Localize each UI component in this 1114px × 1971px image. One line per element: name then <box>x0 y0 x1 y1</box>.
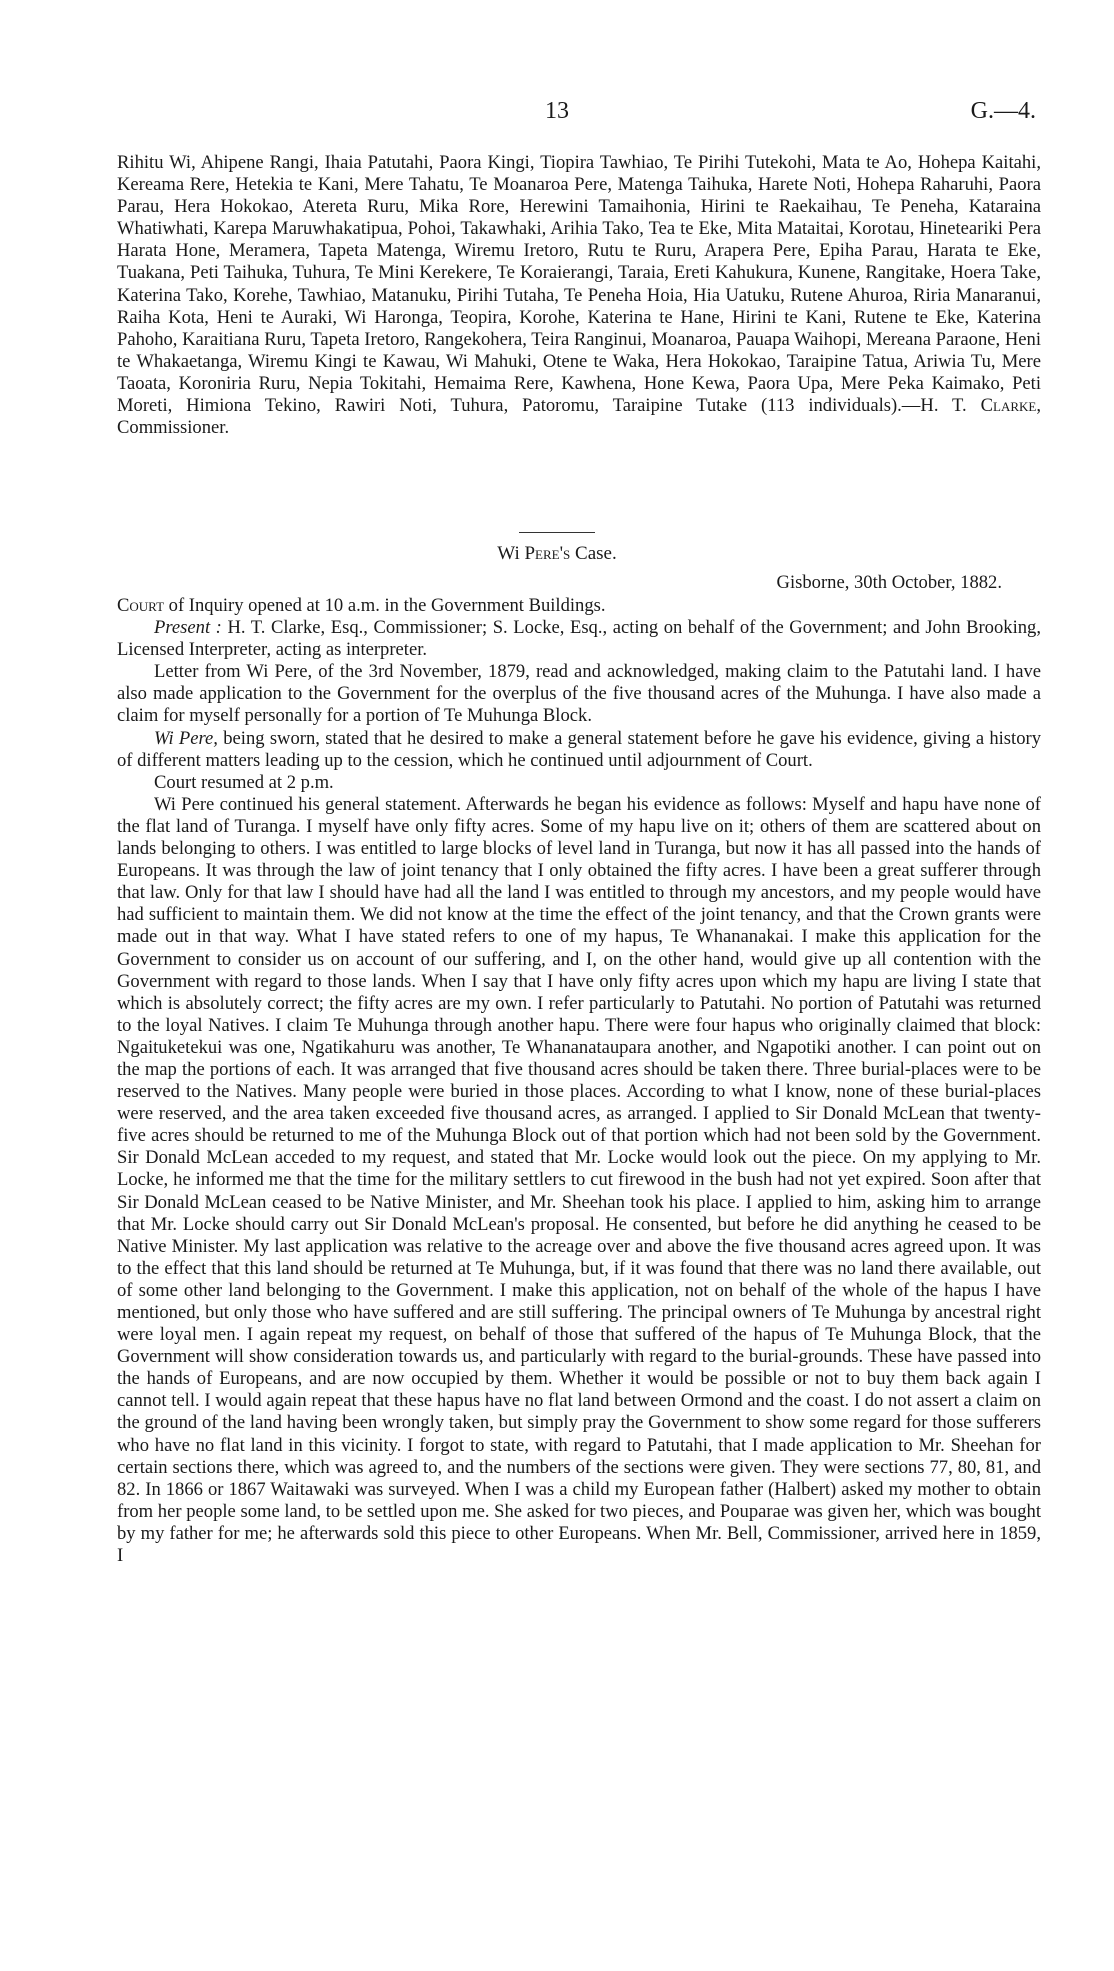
document-reference: G.—4. <box>970 98 1036 124</box>
dateline: Gisborne, 30th October, 1882. <box>776 572 1002 593</box>
sworn-name: Wi Pere, <box>154 727 218 749</box>
present-label: Present : <box>154 617 222 639</box>
sworn-paragraph <box>117 728 1041 772</box>
case-body <box>117 595 1041 1567</box>
names-list: Rihitu Wi, Ahipene Rangi, Ihaia Patutahi, Paora Kingi, Tiopira Tawhiao, Te Pirihi Tutekohi, Mata te Ao, Hohepa Kaitahi, Kereama Rere, Hetekia te Kani, Mere Tahatu, Te Moanaroa Pere, Matenga Taihuka, Harete Noti, Hohepa Raharuhi, Paora Parau, Hera Hokokao, Atereta Ruru, Mika Rore, Herewini Tamaihonia, Hirini te Raekaihau, Te Peneha, Kataraina Whatiwhati, Karepa Maruwhakatipua, Pohoi, Takawhaki, Arihia Tako, Tea te Eke, Mita Mataitai, Korotau, Hineteariki Pera Harata Hone, Meramera, Tapeta Matenga, Wiremu Iretoro, Rutu te Ruru, Arapera Pere, Epiha Parau, Harata te Eke, Tuakana, Peti Taihuka, Tuhura, Te Mini Kerekere, Te Koraierangi, Taraia, Ereti Kahukura, Kunene, Rangitake, Hoera Take, Katerina Tako, Korehe, Tawhiao, Matanuku, Pirihi Tutaha, Te Peneha Hoia, Hia Uatuku, Rutene Ahuroa, Riria Manaranui, Raiha Kota, Heni te Auraki, Wi Haronga, Teopira, Korohe, Katerina te Hane, Hirini te Kani, Rutene te Eke, Katerina Pahoho, Karaitiana Ruru, Tapeta Iretoro, Rangekohera, Teira Ranginui, Moanaroa, Pauapa Waihopi, Mereana Paraone, Heni te Whakaetanga, Wiremu Kingi te Kawau, Wi Mahuki, Otene te Waka, Hera Hokokao, Taraipine Tatua, Ariwia Tu, Mere Taoata, Koroniria Ruru, Nepia Tokitahi, Hemaima Rere, Kawhena, Hone Kewa, Paora Upa, Mere Peka Kaimako, Peti Moreti, Himiona Tekino, Rawiri Noti, Tuhura, Patoromu, Taraipine Tutake (113 individuals).—H. T. <box>117 152 1041 417</box>
case-title <box>0 543 1114 565</box>
case-title-first: Wi <box>497 543 520 564</box>
case-title-name: Pere's <box>524 543 571 564</box>
court-resumed: Court resumed at 2 p.m. <box>154 771 334 793</box>
evidence-paragraph: Wi Pere continued his general statement. Afterwards he began his evidence as follows: Myself and hapu have none of the flat land of Turanga. I myself have only fifty acres. Some of my hapu live on it; others of them are scattered about on lands belonging to others. I was entitled to large blocks of level land in Turanga, but now it has all passed into the hands of Europeans. It was through the law of joint tenancy that I only obtained the fifty acres. I have been a great sufferer through that law. Only for that law I should have had all the land I was entitled to through my ancestors, and my people would have had sufficient to maintain them. We did not know at the time the effect of the joint tenancy, and that the Crown grants were made out in that way. What I have stated refers to one of my hapus, Te Whananakai. I make this application for the Government to consider us on account of our suffering, and I, on the other hand, would give up all contention with the Government with regard to those lands. When I say that I have only fifty acres upon which my hapu are living I state that which is absolutely correct; the fifty acres are my own. I refer particularly to Patutahi. No portion of Patutahi was returned to the loyal Natives. I claim Te Muhunga through another hapu. There were four hapus who originally claimed that block: Ngaituketekui was one, Ngatikahuru was another, Te Whananataupara another, and Ngapotiki another. I can point out on the map the portions of each. It was arranged that five thousand acres should be taken there. Three burial-places were to be reserved to the Natives. Many people were buried in those places. According to what I know, none of these burial-places were reserved, and the area taken exceeded five thousand acres, as arranged. I applied to Sir Donald McLean that twenty-five acres should be returned to me of the Muhunga Block out of that portion which had not been sold by the Government. Sir Donald McLean acceded to my request, and stated that Mr. Locke would look out the piece. On my applying to Mr. Locke, he informed me that the time for the military settlers to cut firewood in the bush had not yet expired. Soon after that Sir Donald McLean ceased to be Native Minister, and Mr. Sheehan took his place. I applied to him, asking him to arrange that Mr. Locke should carry out Sir Donald McLean's proposal. He consented, but before he did anything he ceased to be Native Minister. My last application was relative to the acreage over and above the five thousand acres agreed upon. It was to the effect that this land should be returned at Te Muhunga, but, if it was found that there was no land there available, out of some other land belonging to the Government. I make this application, not on behalf of the whole of the hapus I have mentioned, but only those who have suffered and are still suffering. The principal owners of Te Muhunga by ancestral right were loyal men. I again repeat my request, on behalf of those that suffered of the hapus of Te Muhunga Block, that the Government will show consideration towards us, and particularly with regard to the burial-grounds. These have passed into the hands of Europeans, and are now occupied by them. Whether it would be possible or not to buy them back again I cannot tell. I would again repeat that these hapus have no flat land between Ormond and the coast. I do not assert a claim on the ground of the land having been wrongly taken, but simply pray the Government to show some regard for those sufferers who have no flat land in this vicinity. I forgot to state, with regard to Patutahi, that I made application to Mr. Sheehan for certain sections there, which was agreed to, and the numbers of the sections were given. They were sections 77, 80, 81, and 82. In 1866 or 1867 Waitawaki was surveyed. When I was a child my European father (Halbert) asked my mother to obtain from her people some land, to be settled upon me. She asked for two pieces, and Pouparae was given her, which was bought by my father for me; he afterwards sold this piece to other Europeans. When Mr. Bell, Commissioner, arrived here in 1859, I <box>117 793 1041 1567</box>
page-number: 13 <box>545 98 569 124</box>
court-opening-text: of Inquiry opened at 10 a.m. in the Government Buildings. <box>164 595 606 616</box>
names-section <box>117 152 1041 439</box>
case-title-suffix: Case. <box>570 543 617 564</box>
court-word: Court <box>117 595 165 616</box>
signoff-title: , Commissioner. <box>117 395 1041 439</box>
sworn-text: being sworn, stated that he desired to make a general statement before he gave his evidence, giving a history of different matters leading up to the cession, which he continued until adjournment of Court. <box>117 727 1041 771</box>
letter-paragraph: Letter from Wi Pere, of the 3rd November, 1879, read and acknowledged, making claim to the Patutahi land. I have also made application to the Government for the overplus of the five thousand acres of the Muhunga. I have also made a claim for myself personally for a portion of Te Muhunga Block. <box>117 661 1041 727</box>
names-paragraph <box>117 152 1041 439</box>
signoff-name: Clarke <box>980 395 1037 417</box>
present-paragraph <box>117 617 1041 661</box>
court-opening <box>117 595 1041 617</box>
section-divider <box>519 532 595 533</box>
present-text: H. T. Clarke, Esq., Commissioner; S. Locke, Esq., acting on behalf of the Government; and John Brooking, Licensed Interpreter, acting as interpreter. <box>117 617 1041 661</box>
